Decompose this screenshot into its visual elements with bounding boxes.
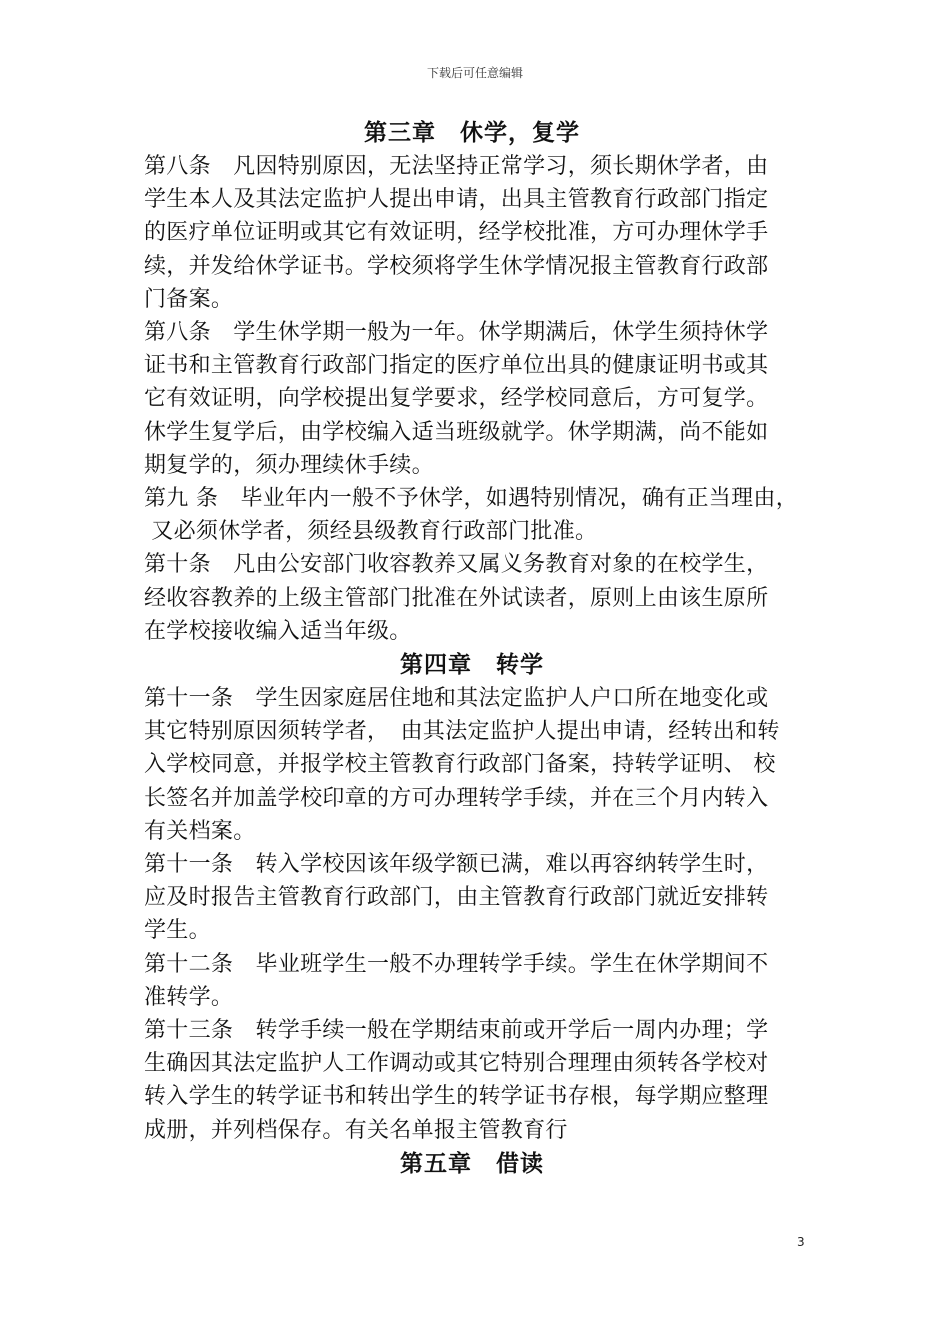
chapter-3-body bbox=[144, 150, 824, 648]
text-line: 第九 条 毕业年内一般不予休学，如遇特别情况，确有正当理由， bbox=[144, 486, 798, 512]
chapter-3-title: 第三章 休学，复学 bbox=[364, 120, 580, 146]
text-line: 第十三条 转学手续一般在学期结束前或开学后一周内办理；学 bbox=[144, 1018, 769, 1044]
chapter-4-body bbox=[144, 682, 824, 1147]
text-line: 休学生复学后，由学校编入适当班级就学。休学期满，尚不能如 bbox=[144, 419, 769, 445]
text-line: 证书和主管教育行政部门指定的医疗单位出具的健康证明书或其 bbox=[144, 353, 769, 379]
text-line: 期复学的，须办理续休手续。 bbox=[144, 452, 434, 478]
text-line: 第十二条 毕业班学生一般不办理转学手续。学生在休学期间不 bbox=[144, 951, 769, 977]
page-number: 3 bbox=[797, 1235, 805, 1249]
text-line: 准转学。 bbox=[144, 984, 234, 1010]
text-line: 第八条 学生休学期一般为一年。休学期满后，休学生须持休学 bbox=[144, 320, 769, 346]
text-line: 门备案。 bbox=[144, 286, 234, 312]
text-line: 又必须休学者，须经县级教育行政部门批准。 bbox=[144, 519, 598, 545]
text-line: 其它特别原因须转学者， 由其法定监护人提出申请，经转出和转 bbox=[144, 719, 780, 745]
text-line: 转入学生的转学证书和转出学生的转学证书存根，每学期应整理 bbox=[144, 1084, 769, 1110]
text-line: 续，并发给休学证书。学校须将学生休学情况报主管教育行政部 bbox=[144, 253, 769, 279]
text-line: 在学校接收编入适当年级。 bbox=[144, 618, 412, 644]
chapter-5-title: 第五章 借读 bbox=[400, 1150, 544, 1177]
text-line: 第十一条 转入学校因该年级学额已满，难以再容纳转学生时， bbox=[144, 852, 769, 878]
text-line: 有关档案。 bbox=[144, 818, 256, 844]
document-body bbox=[144, 116, 824, 1181]
chapter-4-title: 第四章 转学 bbox=[400, 652, 544, 679]
text-line: 应及时报告主管教育行政部门，由主管教育行政部门就近安排转 bbox=[144, 885, 769, 911]
text-line: 第八条 凡因特别原因，无法坚持正常学习，须长期休学者，由 bbox=[144, 154, 769, 179]
page-header: 下载后可任意编辑 bbox=[426, 66, 523, 80]
text-line: 学生本人及其法定监护人提出申请，出具主管教育行政部门指定 bbox=[144, 187, 769, 213]
text-line: 生确因其法定监护人工作调动或其它特别合理理由须转各学校对 bbox=[144, 1051, 769, 1077]
text-line: 它有效证明，向学校提出复学要求，经学校同意后，方可复学。 bbox=[144, 386, 769, 412]
text-line: 成册，并列档保存。有关名单报主管教育行 bbox=[144, 1117, 568, 1143]
text-line: 长签名并加盖学校印章的方可办理转学手续，并在三个月内转入 bbox=[144, 785, 769, 811]
text-line: 第十条 凡由公安部门收容教养又属义务教育对象的在校学生， bbox=[144, 552, 769, 578]
text-line: 第十一条 学生因家庭居住地和其法定监护人户口所在地变化或 bbox=[144, 686, 769, 712]
text-line: 入学校同意，并报学校主管教育行政部门备案，持转学证明、 校 bbox=[144, 752, 776, 778]
text-line: 的医疗单位证明或其它有效证明，经学校批准，方可办理休学手 bbox=[144, 220, 769, 246]
text-line: 学生。 bbox=[144, 918, 211, 944]
text-line: 经收容教养的上级主管部门批准在外试读者，原则上由该生原所 bbox=[144, 585, 769, 611]
